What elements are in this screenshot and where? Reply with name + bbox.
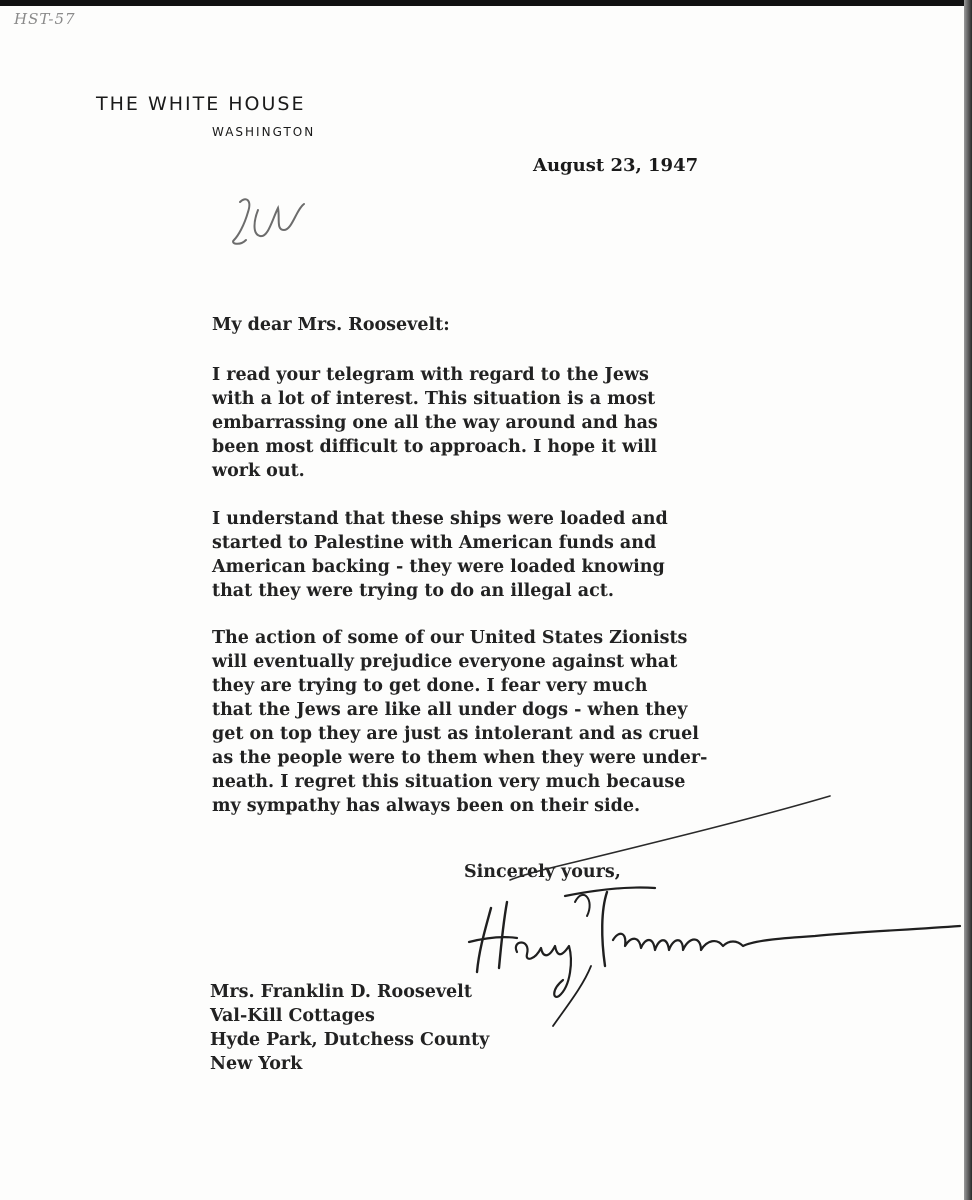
text-line: I understand that these ships were loaded and	[212, 509, 668, 529]
address-line: Mrs. Franklin D. Roosevelt	[210, 982, 472, 1002]
address-line: Hyde Park, Dutchess County	[210, 1030, 490, 1050]
text-line: started to Palestine with American funds and	[212, 533, 657, 553]
text-line: that they were trying to do an illegal act.	[212, 581, 614, 601]
text-line: will eventually prejudice everyone against what	[212, 652, 678, 672]
text-line: I read your telegram with regard to the Jews	[212, 365, 649, 385]
text-line: my sympathy has always been on their side.	[212, 796, 641, 816]
text-line: The action of some of our United States Zionists	[212, 628, 688, 648]
handwritten-initials-mark	[226, 190, 326, 250]
closing: Sincerely yours,	[464, 862, 621, 882]
text-line: that the Jews are like all under dogs - when they	[212, 700, 688, 720]
text-line: get on top they are just as intolerant and as cruel	[212, 724, 699, 744]
handwritten-signature	[455, 790, 965, 1030]
text-line: they are trying to get done. I fear very much	[212, 676, 648, 696]
text-line: American backing - they were loaded knowing	[212, 557, 665, 577]
catalog-mark: HST-57	[14, 10, 76, 28]
recipient-address	[210, 980, 489, 1076]
address-line: New York	[210, 1054, 303, 1074]
paragraph-1	[212, 363, 812, 483]
text-line: work out.	[212, 461, 305, 481]
letterhead-city: WASHINGTON	[212, 125, 316, 139]
scan-top-border	[0, 0, 972, 6]
paragraph-2	[212, 507, 812, 603]
salutation: My dear Mrs. Roosevelt:	[212, 315, 450, 335]
text-line: neath. I regret this situation very much because	[212, 772, 686, 792]
letter-date: August 23, 1947	[533, 155, 699, 176]
letterhead-title: THE WHITE HOUSE	[96, 93, 306, 115]
text-line: been most difficult to approach. I hope it will	[212, 437, 658, 457]
text-line: with a lot of interest. This situation is a most	[212, 389, 656, 409]
scan-right-border	[964, 0, 972, 1200]
address-line: Val-Kill Cottages	[210, 1006, 375, 1026]
text-line: as the people were to them when they were under-	[212, 748, 708, 768]
text-line: embarrassing one all the way around and has	[212, 413, 658, 433]
